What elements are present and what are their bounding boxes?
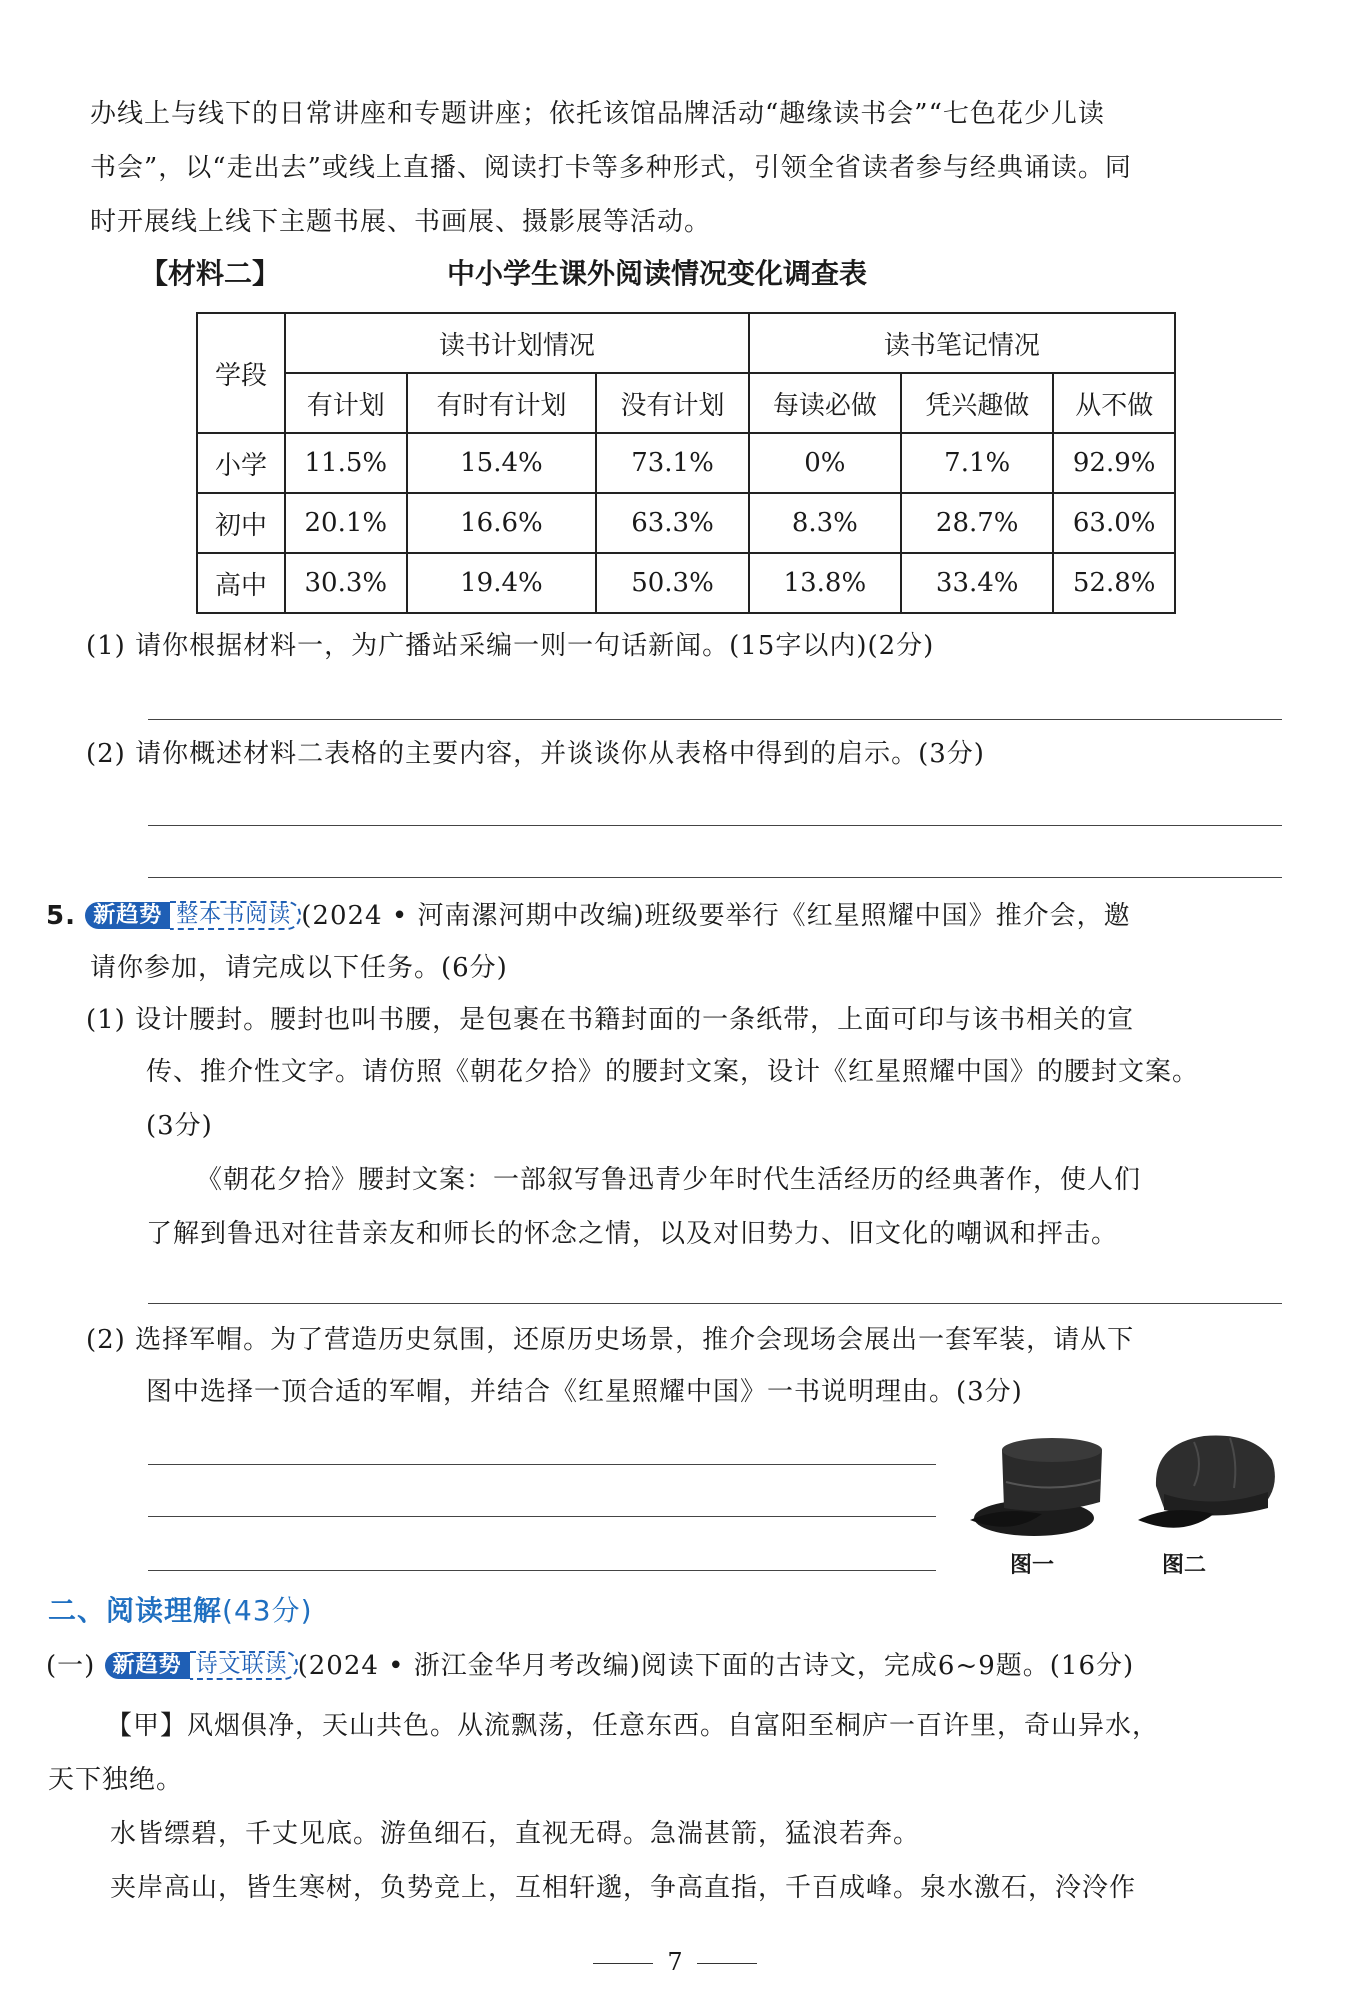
q5-sub2-line-1: (2) 选择军帽。为了营造历史氛围，还原历史场景，推介会现场会展出一套军装，请从下 — [86, 1325, 1135, 1355]
q5-sub1-line-1: (1) 设计腰封。腰封也叫书腰，是包裹在书籍封面的一条纸带，上面可印与该书相关的宣 — [86, 1005, 1135, 1035]
survey-table — [196, 312, 1176, 614]
question-number: 5. — [46, 901, 76, 931]
stage-header: 学段 — [197, 313, 285, 433]
question-4-2: (2) 请你概述材料二表格的主要内容，并谈谈你从表格中得到的启示。(3分) — [86, 739, 985, 769]
page-number: 7 — [667, 1948, 683, 1976]
example-line-2: 了解到鲁迅对往昔亲友和师长的怀念之情，以及对旧势力、旧文化的嘲讽和抨击。 — [146, 1219, 1119, 1249]
cap-image-2 — [1134, 1424, 1284, 1544]
question-5-text: (2024 • 河南漯河期中改编)班级要举行《红星照耀中国》推介会，邀 — [301, 901, 1131, 931]
table-cell: 13.8% — [749, 553, 901, 613]
answer-line[interactable] — [148, 1570, 936, 1571]
q5-sub2-line-2: 图中选择一顶合适的军帽，并结合《红星照耀中国》一书说明理由。(3分) — [146, 1377, 1023, 1407]
intro-line-1: 办线上与线下的日常讲座和专题讲座；依托该馆品牌活动“趣缘读书会”“七色花少儿读 — [90, 99, 1105, 129]
caption-figure-2: 图二 — [1162, 1553, 1207, 1578]
part-label: (一) — [46, 1651, 96, 1681]
table-cell: 33.4% — [901, 553, 1053, 613]
table-header-row-2 — [197, 373, 1175, 433]
table-row — [197, 553, 1175, 613]
badge-new-trend: 新趋势 — [105, 1652, 190, 1679]
table-cell: 8.3% — [749, 493, 901, 553]
table-cell: 0% — [749, 433, 901, 493]
passage-line-4: 夹岸高山，皆生寒树，负势竞上，互相轩邈，争高直指，千百成峰。泉水激石，泠泠作 — [110, 1873, 1137, 1903]
column-header: 没有计划 — [596, 373, 748, 433]
question-5-line-2: 请你参加，请完成以下任务。(6分) — [90, 953, 508, 983]
group-header-plan: 读书计划情况 — [285, 313, 749, 373]
answer-line[interactable] — [148, 1303, 1282, 1304]
badge-new-trend: 新趋势 — [85, 902, 170, 929]
table-cell: 92.9% — [1053, 433, 1175, 493]
table-row — [197, 433, 1175, 493]
table-cell: 63.3% — [596, 493, 748, 553]
column-header: 每读必做 — [749, 373, 901, 433]
badge-whole-book: 整本书阅读 — [170, 901, 301, 930]
trend-badge — [85, 901, 301, 931]
passage-line-3: 水皆缥碧，千丈见底。游鱼细石，直视无碍。急湍甚箭，猛浪若奔。 — [110, 1819, 921, 1849]
stage-cell: 小学 — [197, 433, 285, 493]
part1-line — [46, 1646, 1236, 1686]
column-header: 从不做 — [1053, 373, 1175, 433]
passage-line-2: 天下独绝。 — [48, 1765, 184, 1795]
intro-line-3: 时开展线上线下主题书展、书画展、摄影展等活动。 — [90, 207, 712, 237]
material2-tag: 【材料二】 — [140, 257, 281, 290]
table-cell: 15.4% — [407, 433, 597, 493]
question-5-line-1 — [46, 896, 1236, 936]
trend-badge — [105, 1651, 298, 1681]
question-4-1: (1) 请你根据材料一，为广播站采编一则一句话新闻。(15字以内)(2分) — [86, 631, 935, 661]
section-points: (43分) — [222, 1594, 313, 1627]
group-header-notes: 读书笔记情况 — [749, 313, 1175, 373]
cap-image-1 — [962, 1428, 1112, 1544]
badge-poetry-reading: 诗文联读 — [190, 1651, 298, 1680]
part1-text: (2024 • 浙江金华月考改编)阅读下面的古诗文，完成6~9题。(16分) — [297, 1651, 1135, 1681]
table-cell: 16.6% — [407, 493, 597, 553]
table-cell: 20.1% — [285, 493, 407, 553]
section-title — [48, 1589, 313, 1629]
table-cell: 50.3% — [596, 553, 748, 613]
stage-cell: 高中 — [197, 553, 285, 613]
table-cell: 63.0% — [1053, 493, 1175, 553]
footer-rule-left — [593, 1963, 653, 1964]
table-cell: 73.1% — [596, 433, 748, 493]
table-cell: 11.5% — [285, 433, 407, 493]
passage-line-1: 【甲】风烟俱净，天山共色。从流飘荡，任意东西。自富阳至桐庐一百许里，奇山异水， — [106, 1711, 1160, 1741]
stage-cell: 初中 — [197, 493, 285, 553]
answer-line[interactable] — [148, 825, 1282, 826]
section-title-text: 二、阅读理解 — [48, 1594, 223, 1627]
table-cell: 28.7% — [901, 493, 1053, 553]
table-header-row-1 — [197, 313, 1175, 373]
column-header: 有计划 — [285, 373, 407, 433]
table-title: 中小学生课外阅读情况变化调查表 — [447, 257, 868, 290]
table-cell: 52.8% — [1053, 553, 1175, 613]
q5-sub1-line-2: 传、推介性文字。请仿照《朝花夕拾》的腰封文案，设计《红星照耀中国》的腰封文案。 — [146, 1057, 1200, 1087]
material2-heading — [140, 252, 1140, 296]
q5-sub1-line-3: (3分) — [146, 1111, 213, 1141]
table-cell: 30.3% — [285, 553, 407, 613]
example-line-1: 《朝花夕拾》腰封文案：一部叙写鲁迅青少年时代生活经历的经典著作，使人们 — [196, 1165, 1142, 1195]
table-cell: 19.4% — [407, 553, 597, 613]
answer-line[interactable] — [148, 719, 1282, 720]
table-row — [197, 493, 1175, 553]
answer-line[interactable] — [148, 877, 1282, 878]
answer-line[interactable] — [148, 1516, 936, 1517]
intro-line-2: 书会”，以“走出去”或线上直播、阅读打卡等多种形式，引领全省读者参与经典诵读。同 — [90, 153, 1132, 183]
column-header: 凭兴趣做 — [901, 373, 1053, 433]
answer-line[interactable] — [148, 1464, 936, 1465]
column-header: 有时有计划 — [407, 373, 597, 433]
table-cell: 7.1% — [901, 433, 1053, 493]
footer-rule-right — [697, 1963, 757, 1964]
page-footer — [0, 1948, 1350, 1976]
caption-figure-1: 图一 — [1010, 1553, 1055, 1578]
